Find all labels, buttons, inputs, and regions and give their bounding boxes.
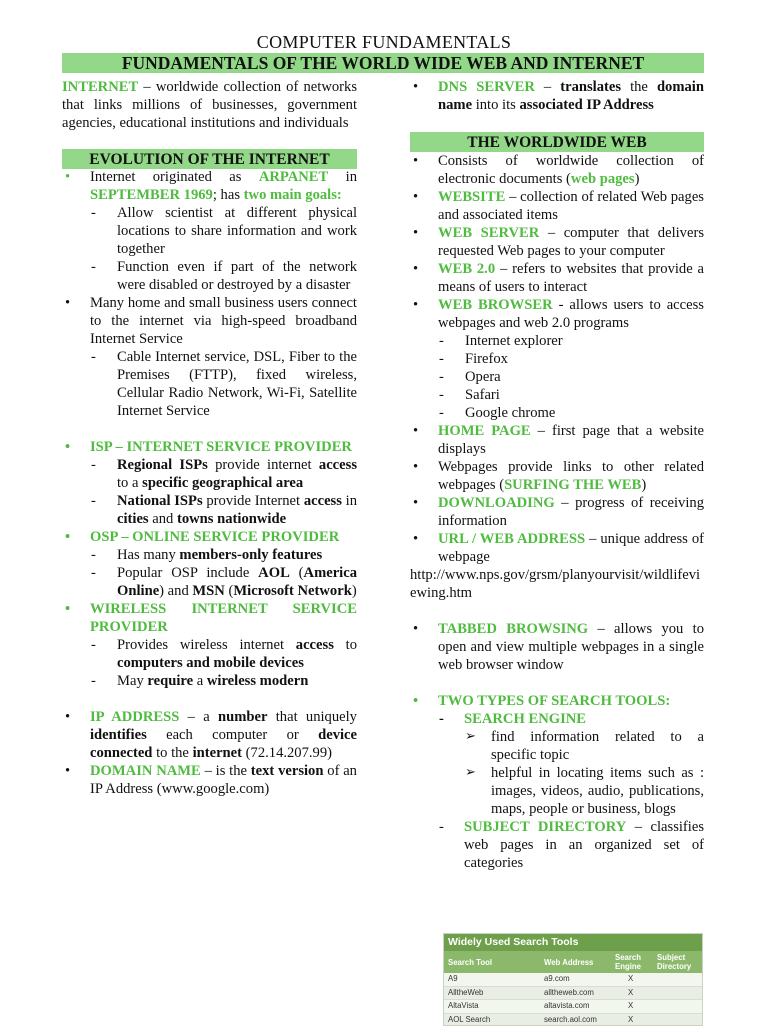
domain-name-item: • DOMAIN NAME – is the text version of an IP Address (www.google.com): [62, 762, 357, 798]
browser-item: - Safari: [410, 386, 704, 404]
website-item: • WEBSITE – collection of related Web pages and associated items: [410, 188, 704, 224]
browser-item: - Opera: [410, 368, 704, 386]
wisp-access-item: - Provides wireless internet access to computers and mobile devices: [62, 636, 357, 672]
url-example: http://www.nps.gov/grsm/planyourvisit/wildlifeviewing.htm: [410, 566, 704, 602]
surfing-item: • Webpages provide links to other related webpages (SURFING THE WEB): [410, 458, 704, 494]
isp-heading: • ISP – INTERNET SERVICE PROVIDER: [62, 438, 357, 456]
www-heading: THE WORLDWIDE WEB: [410, 132, 704, 152]
web-browser-item: • WEB BROWSER - allows users to access webpages and web 2.0 programs: [410, 296, 704, 332]
table-row: A9 a9.com X: [444, 973, 702, 987]
web20-item: • WEB 2.0 – refers to websites that provide a means of users to interact: [410, 260, 704, 296]
wisp-modem-item: - May require a wireless modern: [62, 672, 357, 690]
tabbed-browsing-item: • TABBED BROWSING – allows you to open and view multiple webpages in a single web browser window: [410, 620, 704, 674]
arpanet-item: • Internet originated as ARPANET in SEPTEMBER 1969; has two main goals:: [62, 168, 357, 204]
table-header-row: [444, 951, 702, 973]
table-body: [444, 973, 702, 1026]
right-column: [410, 78, 704, 872]
ip-address-item: • IP ADDRESS – a number that uniquely identifies each computer or device connected to the internet (72.14.207.99): [62, 708, 357, 762]
search-engine-heading: - SEARCH ENGINE: [410, 710, 704, 728]
column-header: Search Engine: [615, 953, 645, 971]
internet-term: INTERNET: [62, 79, 138, 95]
broadband-types-item: - Cable Internet service, DSL, Fiber to the Premises (FTTP), fixed wireless, Cellular Radio Network, Wi-Fi, Satellite Internet Service: [62, 348, 357, 420]
column-header: Search Tool: [448, 958, 492, 967]
downloading-item: • DOWNLOADING – progress of receiving information: [410, 494, 704, 530]
osp-members-item: - Has many members-only features: [62, 546, 357, 564]
search-engine-point: ➢ helpful in locating items such as : images, videos, audio, publications, maps, people or business, blogs: [410, 764, 704, 818]
subject-directory-item: - SUBJECT DIRECTORY – classifies web pages in an organized set of categories: [410, 818, 704, 872]
home-users-item: • Many home and small business users connect to the internet via high-speed broadband Internet Service: [62, 294, 357, 348]
column-header: Subject Directory: [657, 953, 701, 971]
main-banner: FUNDAMENTALS OF THE WORLD WIDE WEB AND INTERNET: [62, 53, 704, 73]
dns-server-item: • DNS SERVER – translates the domain name into its associated IP Address: [410, 78, 704, 114]
home-page-item: • HOME PAGE – first page that a website displays: [410, 422, 704, 458]
left-column: [62, 78, 357, 798]
internet-definition: INTERNET – worldwide collection of networks that links millions of businesses, government agencies, educational institutions and individuals: [62, 78, 357, 132]
browser-item: - Firefox: [410, 350, 704, 368]
browser-item: - Internet explorer: [410, 332, 704, 350]
url-item: • URL / WEB ADDRESS – unique address of webpage: [410, 530, 704, 566]
osp-heading: • OSP – ONLINE SERVICE PROVIDER: [62, 528, 357, 546]
page-title: COMPUTER FUNDAMENTALS: [0, 32, 768, 52]
goal-item: - Function even if part of the network were disabled or destroyed by a disaster: [62, 258, 357, 294]
evolution-heading: EVOLUTION OF THE INTERNET: [62, 149, 357, 169]
isp-regional-item: - Regional ISPs provide internet access to a specific geographical area: [62, 456, 357, 492]
search-tools-table: [443, 933, 703, 1026]
www-definition-item: • Consists of worldwide collection of electronic documents (web pages): [410, 152, 704, 188]
table-row: AltaVista altavista.com X: [444, 1000, 702, 1014]
column-header: Web Address: [544, 958, 593, 967]
isp-national-item: - National ISPs provide Internet access in cities and towns nationwide: [62, 492, 357, 528]
goal-item: - Allow scientist at different physical locations to share information and work together: [62, 204, 357, 258]
search-engine-point: ➢ find information related to a specific topic: [410, 728, 704, 764]
wisp-heading: • WIRELESS INTERNET SERVICE PROVIDER: [62, 600, 357, 636]
browser-item: - Google chrome: [410, 404, 704, 422]
table-title: Widely Used Search Tools: [444, 934, 702, 951]
table-row: AlltheWeb alltheweb.com X: [444, 987, 702, 1001]
web-server-item: • WEB SERVER – computer that delivers requested Web pages to your computer: [410, 224, 704, 260]
table-row: AOL Search search.aol.com X: [444, 1014, 702, 1026]
search-tools-heading: • TWO TYPES OF SEARCH TOOLS:: [410, 692, 704, 710]
osp-popular-item: - Popular OSP include AOL (America Online) and MSN (Microsoft Network): [62, 564, 357, 600]
